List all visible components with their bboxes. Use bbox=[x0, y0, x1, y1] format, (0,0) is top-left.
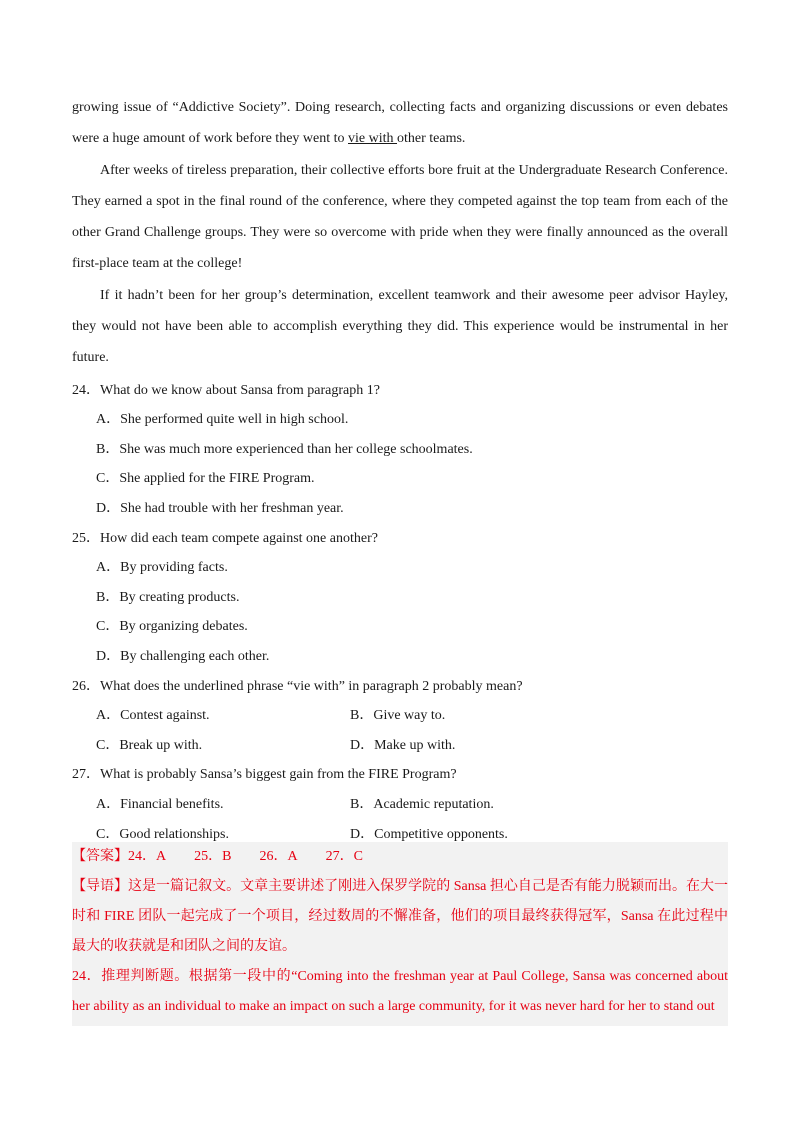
question-24: 24．What do we know about Sansa from paragraph 1? bbox=[72, 382, 380, 398]
answer-item: 27．C bbox=[325, 849, 363, 864]
option: A．She performed quite well in high school. bbox=[96, 412, 349, 428]
guide-text: 【导语】这是一篇记叙文。文章主要讲述了刚进入保罗学院的 Sansa 担心自己是否有能力脱颖而出。在大一时和 FIRE 团队一起完成了一个项目，经过数周的不懈准备，他们的项目最终获得冠军，Sansa 在此过程中最大的收获就是和团队之间的友谊。 bbox=[72, 879, 728, 954]
option: D．Make up with. bbox=[350, 737, 456, 753]
answer-label: 【答案】 bbox=[72, 849, 128, 864]
underlined-phrase: vie with bbox=[348, 131, 398, 147]
option: A．Financial benefits. bbox=[96, 796, 224, 812]
option: B．Give way to. bbox=[350, 708, 446, 724]
option: B．By creating products. bbox=[96, 589, 240, 605]
question-26: 26．What does the underlined phrase “vie with” in paragraph 2 probably mean? bbox=[72, 678, 523, 694]
option-row bbox=[72, 790, 728, 820]
option: B．Academic reputation. bbox=[350, 796, 494, 812]
answer-item: 26．A bbox=[259, 849, 298, 864]
question-25: 25．How did each team compete against one another? bbox=[72, 530, 378, 546]
option-row bbox=[72, 731, 728, 761]
option: D．Competitive opponents. bbox=[350, 826, 508, 842]
option: C．Break up with. bbox=[96, 737, 203, 753]
questions-section bbox=[72, 376, 728, 850]
passage-text: other teams. bbox=[397, 131, 466, 147]
answer-item: 25．B bbox=[194, 849, 232, 864]
option: A．Contest against. bbox=[96, 708, 210, 724]
option: C．Good relationships. bbox=[96, 826, 229, 842]
option: D．By challenging each other. bbox=[96, 649, 270, 665]
passage-paragraph-3: If it hadn’t been for her group’s determination, excellent teamwork and their awesome peer advisor Hayley, they would not have been able to accomplish everything they did. This experience would be instrumental in her future. bbox=[72, 287, 728, 366]
document-page bbox=[72, 92, 728, 849]
option: B．She was much more experienced than her college schoolmates. bbox=[96, 441, 473, 457]
passage-text: growing issue of “Addictive Society”. Doing research, collecting facts and organizing discussions or even debates were a huge amount of work before they went to bbox=[72, 100, 728, 147]
answer-line bbox=[72, 842, 728, 872]
question-27: 27．What is probably Sansa’s biggest gain from the FIRE Program? bbox=[72, 767, 457, 783]
answer-box bbox=[72, 842, 728, 1026]
option: C．She applied for the FIRE Program. bbox=[96, 471, 315, 487]
option: D．She had trouble with her freshman year. bbox=[96, 501, 344, 517]
analysis-text: 24．推理判断题。根据第一段中的“Coming into the freshman year at Paul College, Sansa was concerned about her ability as an individual to make an impact on such a large community, for it was never hard for her to stand out bbox=[72, 969, 728, 1014]
option: A．By providing facts. bbox=[96, 560, 228, 576]
option: C．By organizing debates. bbox=[96, 619, 248, 635]
option-row bbox=[72, 701, 728, 731]
answer-item: 24．A bbox=[128, 849, 167, 864]
passage-paragraph-2: After weeks of tireless preparation, their collective efforts bore fruit at the Undergraduate Research Conference. They earned a spot in the final round of the conference, where they competed against the top team from each of the other Grand Challenge groups. They were so overcome with pride when they were finally announced as the overall first-place team at the college! bbox=[72, 162, 728, 272]
passage-paragraph-1 bbox=[72, 92, 728, 155]
